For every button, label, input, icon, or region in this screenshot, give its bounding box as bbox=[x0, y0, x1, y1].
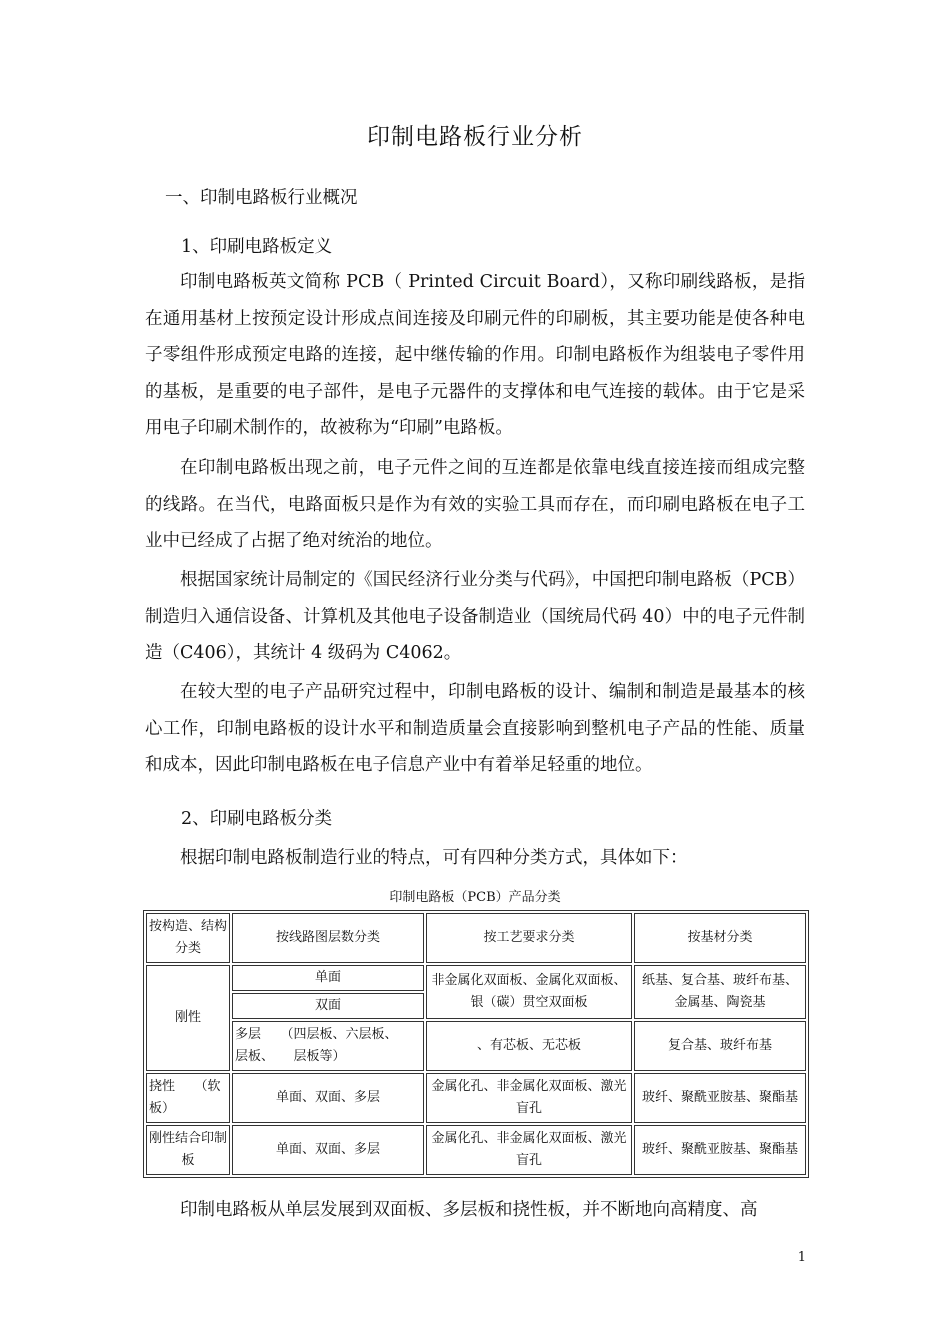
table-row bbox=[146, 1125, 806, 1175]
flex-material: 玻纤、聚酰亚胺基、聚酯基 bbox=[634, 1073, 806, 1123]
subsection-heading-definition: 1、印刷电路板定义 bbox=[181, 237, 333, 257]
rigid-flex-process: 金属化孔、非金属化双面板、激光盲孔 bbox=[426, 1125, 632, 1175]
rigid-flex-layers: 单面、双面、多层 bbox=[232, 1125, 424, 1175]
paragraph-importance: 在较大型的电子产品研究过程中，印制电路板的设计、编制和制造是最基本的核心工作，印制电路板的设计水平和制造质量会直接影响到整机电子产品的性能、质量和成本，因此印制电路板在电子信息产业中有着举足轻重的地位。 bbox=[145, 682, 805, 775]
header-structure: 按构造、结构分类 bbox=[146, 913, 230, 963]
table-caption: 印制电路板（PCB）产品分类 bbox=[389, 890, 561, 905]
flex-label: 挠性 （软板） bbox=[146, 1073, 230, 1123]
rigid-label: 刚性 bbox=[146, 965, 230, 1071]
rigid-flex-material: 玻纤、聚酰亚胺基、聚酯基 bbox=[634, 1125, 806, 1175]
table-row bbox=[146, 1073, 806, 1123]
rigid-multi: 多层 （四层板、六层板、 层板、 层板等） bbox=[232, 1021, 424, 1071]
table-row bbox=[146, 965, 806, 991]
page-title: 印制电路板行业分析 bbox=[367, 124, 583, 150]
table-row bbox=[146, 1021, 806, 1071]
header-material: 按基材分类 bbox=[634, 913, 806, 963]
rigid-process-2: 、有芯板、无芯板 bbox=[426, 1021, 632, 1071]
rigid-flex-label: 刚性结合印制板 bbox=[146, 1125, 230, 1175]
closing-paragraph: 印制电路板从单层发展到双面板、多层板和挠性板，并不断地向高精度、高 bbox=[180, 1200, 758, 1220]
flex-layers: 单面、双面、多层 bbox=[232, 1073, 424, 1123]
paragraph-definition: 印制电路板英文简称 PCB（ Printed Circuit Board），又称印刷线路板，是指在通用基材上按预定设计形成点间连接及印刷元件的印刷板，其主要功能是使各种电子零组件形成预定电路的连接，起中继传输的作用。印制电路板作为组装电子零件用的基板，是重要的电子部件，是电子元器件的支撑体和电气连接的载体。由于它是采用电子印刷术制作的，故被称为“印刷”电路板。 bbox=[145, 272, 805, 438]
rigid-double: 双面 bbox=[232, 993, 424, 1019]
section-heading: 一、印制电路板行业概况 bbox=[165, 188, 358, 208]
header-layers: 按线路图层数分类 bbox=[232, 913, 424, 963]
paragraph-history: 在印制电路板出现之前，电子元件之间的互连都是依靠电线直接连接而组成完整的线路。在当代，电路面板只是作为有效的实验工具而存在，而印刷电路板在电子工业中已经成了占据了绝对统治的地位。 bbox=[145, 458, 805, 551]
classification-table bbox=[143, 910, 809, 1178]
paragraph-classification-code: 根据国家统计局制定的《国民经济行业分类与代码》，中国把印制电路板（PCB）制造归入通信设备、计算机及其他电子设备制造业（国统局代码 40）中的电子元件制造（C406），其统计 4 级码为 C4062。 bbox=[145, 570, 805, 663]
subsection-heading-classification: 2、印刷电路板分类 bbox=[181, 809, 333, 829]
flex-process: 金属化孔、非金属化双面板、激光盲孔 bbox=[426, 1073, 632, 1123]
table-header-row bbox=[146, 913, 806, 963]
rigid-process-1: 非金属化双面板、金属化双面板、银（碳）贯空双面板 bbox=[426, 965, 632, 1019]
rigid-material-1: 纸基、复合基、玻纤布基、金属基、陶瓷基 bbox=[634, 965, 806, 1019]
header-process: 按工艺要求分类 bbox=[426, 913, 632, 963]
classification-intro: 根据印制电路板制造行业的特点，可有四种分类方式，具体如下： bbox=[180, 848, 688, 868]
rigid-single: 单面 bbox=[232, 965, 424, 991]
rigid-material-2: 复合基、玻纤布基 bbox=[634, 1021, 806, 1071]
page-number: 1 bbox=[797, 1250, 806, 1265]
